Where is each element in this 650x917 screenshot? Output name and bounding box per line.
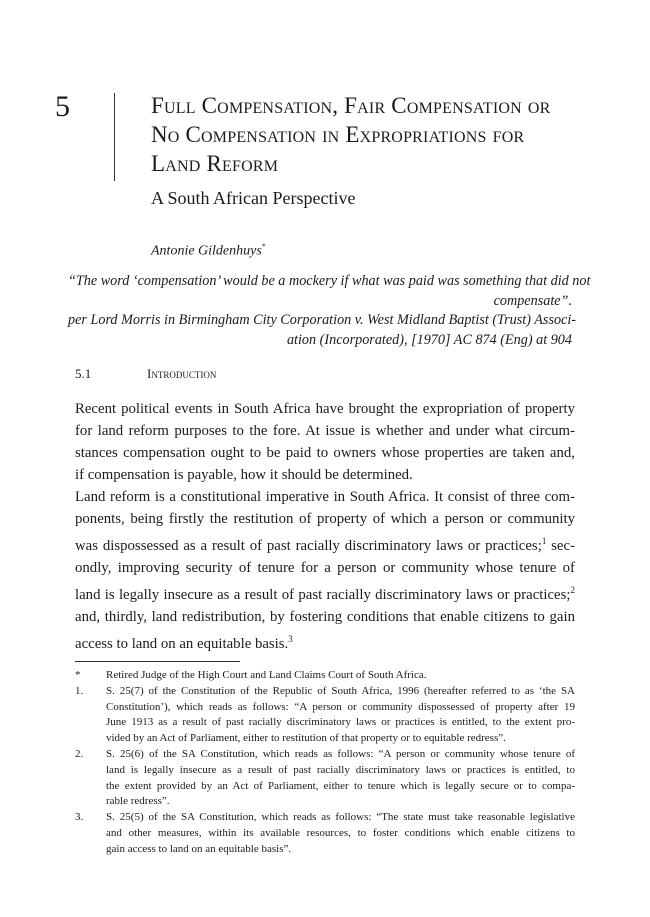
chapter-divider [114,93,115,181]
footnote-ref-2[interactable]: 2 [570,584,575,595]
chapter-title-line: Land Reform [151,151,279,176]
paragraph-text: access to land on an equitable basis. [75,635,289,652]
paragraph-line: ponents, being firstly the restitution of property of which a person or community [75,511,575,527]
chapter-subtitle: A South African Perspective [151,188,356,208]
epigraph-quote-end: compensate”. [493,292,572,309]
paragraph-line: for land reform purposes to the fore. At issue is whether and under what circum- [75,423,575,439]
author-name [151,242,266,260]
footnote-line: June 1913 as a result of past racially discriminatory laws or practices is entitled, to the extent pro- [106,716,575,729]
section-heading [75,366,216,382]
footnote-mark: * [75,669,81,681]
footnote-line: the extent provided by an Act of Parliament, either to tenure which is legally secure or to compa- [106,779,575,792]
paragraph-line: Land reform is a constitutional imperative in South Africa. It consist of three com- [75,489,575,505]
footnote-line: gain access to land on an equitable basis”. [106,842,292,855]
paragraph-line: ondly, improving security of tenure for a person or community whose tenure of [75,559,575,576]
chapter-title-line: No Compensation in Expropriations for [151,122,525,147]
footnote-text [106,810,575,857]
footnote-line: S. 25(7) of the Constitution of the Republic of South Africa, 1996 (hereafter referred to as ‘the SA [106,684,575,697]
paragraph-line [75,579,575,606]
footnote-text [106,684,575,747]
paragraph-text: land is legally insecure as a result of past racially discriminatory laws or practices; [75,586,571,603]
paragraph-text: was dispossessed as a result of past racially discriminatory laws or practices; [75,537,542,554]
footnote-separator [75,661,240,662]
paragraph-line: and, thirdly, land redistribution, by fostering conditions that enable citizens to gain [75,608,575,625]
footnote-line: Retired Judge of the High Court and Land Claims Court of South Africa. [106,669,427,681]
chapter-title [151,91,611,178]
paragraph-line: stances compensation ought to be paid to owners whose properties are taken and, [75,445,575,461]
footnote-line: S. 25(6) of the SA Constitution, which reads as follows: “A person or community whose tenure of [106,747,575,760]
footnote-line: Constitution’), which reads as follows: “A person or community dispossessed of property after 19 [106,700,575,713]
author-text: Antonie Gildenhuys [151,243,262,259]
footnote-3 [75,810,575,857]
footnote-mark: 1. [75,684,84,697]
epigraph-quote: “The word ‘compensation’ would be a mockery if what was paid was something that did not [68,273,591,289]
author-footnote-mark: * [261,242,266,251]
footnote-ref-1[interactable]: 1 [541,536,547,546]
chapter-title-line: Full Compensation, Fair Compensation or [151,93,551,118]
footnote-text [106,668,575,684]
paragraph-1 [75,398,575,486]
footnote-ref-3[interactable]: 3 [288,633,293,644]
paragraph-line [75,530,575,557]
footnote-mark: 3. [75,811,84,824]
chapter-number: 5 [55,90,70,123]
paragraph-line [75,628,575,655]
epigraph-attribution: per Lord Morris in Birmingham City Corporation v. West Midland Baptist (Trust) Associ- [68,312,577,328]
paragraph-text: sec- [546,537,575,554]
footnote-line: land is legally insecure as a result of past racially discriminatory laws or practices is entitled, to [106,763,575,776]
paragraph-line: Recent political events in South Africa have brought the expropriation of property [75,401,575,417]
footnote-text [106,747,575,810]
epigraph-attribution-end: ation (Incorporated), [1970] AC 874 (Eng) at 904 [286,331,572,348]
section-title: Introduction [147,366,217,381]
footnote-mark: 2. [75,747,84,760]
footnote-line: S. 25(5) of the SA Constitution, which reads as follows: “The state must take reasonable legislative [106,811,575,824]
footnote-line: vided by an Act of Parliament, either to restitution of that property or to equitable redress”. [106,732,506,745]
paragraph-line: if compensation is payable, how it should be determined. [75,467,413,483]
footnotes [75,668,575,858]
footnote-1 [75,684,575,747]
epigraph [68,272,591,350]
footnote-2 [75,747,575,810]
paragraph-2 [75,486,575,655]
footnote-author [75,668,575,684]
footnote-line: and other measures, within its available resources, to foster conditions which enable citizens to [106,826,575,839]
footnote-line: rable redress”. [106,795,170,808]
section-number: 5.1 [75,366,92,381]
